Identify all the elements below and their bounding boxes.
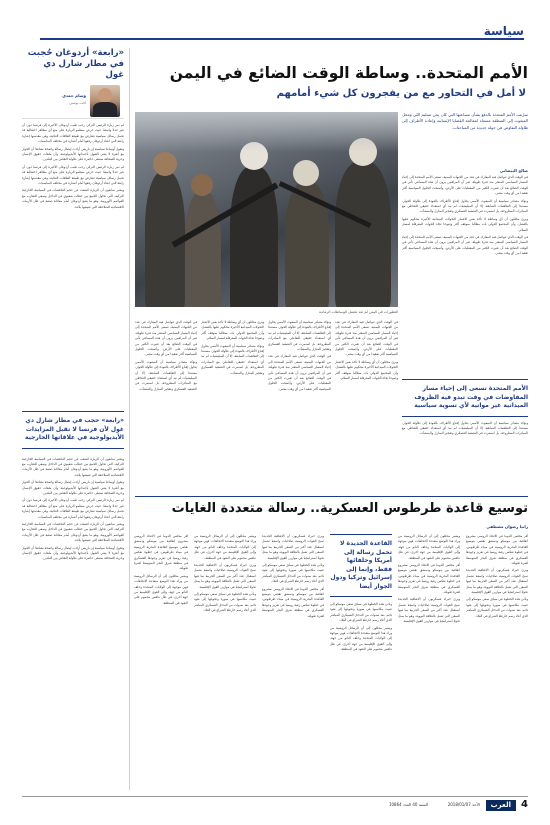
main-lead: سرّعت الأمم المتحدة بالدفع بشأن مساعيها التي كان يحن تسليم اللي ومحل المبعوث إلى المنطقة مسعاه لمعالجة القضايا الإنسانية وإعادة الأطراف إلى طاولة التفاوض في جولة جديدة من المباحثات. bbox=[402, 112, 528, 130]
second-author: رانيا رضوان مصطفى bbox=[486, 524, 528, 529]
issue-number: السنة 40 العدد 10864 bbox=[388, 802, 428, 807]
second-pull-quote: القاعدة الجديدة لا تحمل رسالة إلى أمريكا وحلفائها فقط، وإنما إلى إسرائيل وتركيا ودول الجوار أيضا bbox=[330, 534, 392, 597]
page-number: 4 bbox=[521, 799, 528, 810]
opinion-headline: «رابعة» أردوغان حُجبت في مطار شارل دي غول bbox=[27, 48, 124, 80]
newspaper-logo: العرب bbox=[486, 800, 516, 811]
second-headline: توسيع قاعدة طرطوس العسكرية.. رسالة متعددة الغايات bbox=[171, 501, 528, 516]
opinion-body: لم تمر زيارة الرئيس التركي رجب طيب أردوغان الأخيرة إلى فرنسا دون أن تثير جدلا واسعا، حيث حرص منظمو الزيارة على منع أي مظاهر احتفالية قد تحمل رسائل سياسية تتعارض مع طبيعة العلاقات الثنائية، وفي مقدمتها إشارة رابعة التي اعتاد أردوغان رفعها أمام أنصاره في مختلف المناسبات. وتقول أوساط سياسية إن باريس أرادت إيصال رسالة واضحة مفادها أن الحوار مع أنقرة لا يعني القبول بأجنداتها الأيديولوجية، وأن ملفات حقوق الإنسان وحرية الصحافة ستبقى حاضرة على طاولة النقاش بين البلدين. لم تمر زيارة الرئيس التركي رجب طيب أردوغان الأخيرة إلى فرنسا دون أن تثير جدلا واسعا، حيث حرص منظمو الزيارة على منع أي مظاهر احتفالية قد تحمل رسائل سياسية تتعارض مع طبيعة العلاقات الثنائية، وفي مقدمتها إشارة رابعة التي اعتاد أردوغان رفعها أمام أنصاره في مختلف المناسبات. ويعتبر متابعون أن الزيارة كشفت عن حجم التناقضات في السياسة الخارجية التركية، التي تحاول الجمع بين خطاب شعبوي في الداخل وسعي للتقارب مع العواصم الأوروبية، وهو ما يضع أردوغان أمام معادلة صعبة في ظل الأزمات الاقتصادية المتلاحقة التي تعيشها بلاده. bbox=[22, 123, 124, 209]
opinion-author-role: كاتب تونسي bbox=[69, 101, 86, 105]
main-subheadline: لا أمل في التحاور مع من يفجرون كل شيء أمامهم bbox=[276, 88, 526, 99]
story-divider bbox=[135, 496, 528, 497]
second-story-middle: القاعدة الجديدة لا تحمل رسالة إلى أمريكا وحلفائها فقط، وإنما إلى إسرائيل وتركيا ودول الجوار أيضا وتأتي هذه الخطوة في سياق سعي موسكو إلى تثبيت مكاسبها في سوريا وتحويلها إلى نفوذ دائم، بعد سنوات من التدخل العسكري المباشر الذي أعاد رسم خارطة الصراع في البلاد. ويشير محللون إلى أن الرسائل الروسية من وراء هذا التوسع متعددة الاتجاهات، فهي موجهة إلى الولايات المتحدة وحلف الناتو من جهة، وإلى القوى الإقليمية من جهة أخرى، في ظل تنافس محموم على النفوذ في المنطقة. bbox=[330, 534, 392, 790]
second-body-col-2: ويشير محللون إلى أن الرسائل الروسية من وراء هذا التوسع متعددة الاتجاهات، فهي موجهة إلى الولايات المتحدة وحلف الناتو من جهة، وإلى القوى الإقليمية من جهة أخرى، في ظل تنافس محموم على النفوذ في المنطقة. أقر مجلس الدوما في الاتحاد الروسي مشروع اتفاقية بين موسكو ودمشق تقضي بتوسيع القاعدة البحرية الروسية في ميناء طرطوس، في خطوة تعكس رغبة روسيا في تعزيز وجودها العسكري في منطقة شرق البحر المتوسط لفترة طويلة. ويرى خبراء عسكريون أن الاتفاقية الجديدة تمنح القوات الروسية صلاحيات واسعة تشمل استقبال عدد أكبر من السفن الحربية بما فيها السفن التي تعمل بالطاقة النووية، وهو ما يمثل تحولا استراتيجيا في موازين القوى الإقليمية. bbox=[398, 534, 460, 624]
main-pull-quote: الأمم المتحدة تسعى إلى إحياء مسار المفاوضات في وقت تبدو فيه الظروف الميدانية غير مواتية لأي تسوية سياسية bbox=[402, 379, 528, 417]
author-avatar bbox=[90, 85, 120, 117]
main-body-right: في الوقت الذي تتواصل فيه المعارك في عدد من الجبهات اليمنية، تسعى الأمم المتحدة إلى إحياء المسار السياسي المتعثر منذ فترة طويلة، غير أن المراقبين يرون أن هذه المساعي تأتي في الوقت الضائع بعد أن تغيرت الكثير من المعطيات على الأرض، وأصبحت الحلول السياسية أكثر تعقيدا من أي وقت مضى. وتؤكد مصادر سياسية أن المبعوث الأممي يحاول إقناع الأطراف بالعودة إلى طاولة الحوار، مستندا إلى التفاهمات السابقة، إلا أن الميليشيات لم تبد أي استعداد حقيقي للتعاطي مع المبادرات المطروحة، بل استمرت في التصعيد العسكري وتفجير المنازل والمنشآت. ويرى محللون أن أي وساطة لا تأخذ بعين الاعتبار التحولات الميدانية الأخيرة محكوم عليها بالفشل، وأن المجتمع الدولي بات مطالبا بموقف أكثر وضوحا تجاه الجهات المعرقلة لمسار السلام. في الوقت الذي تتواصل فيه المعارك في عدد من الجبهات اليمنية، تسعى الأمم المتحدة إلى إحياء المسار السياسي المتعثر منذ فترة طويلة، غير أن المراقبين يرون أن هذه المساعي تأتي في الوقت الضائع بعد أن تغيرت الكثير من المعطيات على الأرض، وأصبحت الحلول السياسية أكثر تعقيدا من أي وقت مضى. bbox=[402, 175, 528, 256]
opinion-body-continued: ويعتبر متابعون أن الزيارة كشفت عن حجم التناقضات في السياسة الخارجية التركية، التي تحاول الجمع بين خطاب شعبوي في الداخل وسعي للتقارب مع العواصم الأوروبية، وهو ما يضع أردوغان أمام معادلة صعبة في ظل الأزمات الاقتصادية المتلاحقة التي تعيشها بلاده. وتقول أوساط سياسية إن باريس أرادت إيصال رسالة واضحة مفادها أن الحوار مع أنقرة لا يعني القبول بأجنداتها الأيديولوجية، وأن ملفات حقوق الإنسان وحرية الصحافة ستبقى حاضرة على طاولة النقاش بين البلدين. لم تمر زيارة الرئيس التركي رجب طيب أردوغان الأخيرة إلى فرنسا دون أن تثير جدلا واسعا، حيث حرص منظمو الزيارة على منع أي مظاهر احتفالية قد تحمل رسائل سياسية تتعارض مع طبيعة العلاقات الثنائية، وفي مقدمتها إشارة رابعة التي اعتاد أردوغان رفعها أمام أنصاره في مختلف المناسبات. ويعتبر متابعون أن الزيارة كشفت عن حجم التناقضات في السياسة الخارجية التركية، التي تحاول الجمع بين خطاب شعبوي في الداخل وسعي للتقارب مع العواصم الأوروبية، وهو ما يضع أردوغان أمام معادلة صعبة في ظل الأزمات الاقتصادية المتلاحقة التي تعيشها بلاده. وتقول أوساط سياسية إن باريس أرادت إيصال رسالة واضحة مفادها أن الحوار مع أنقرة لا يعني القبول بأجنداتها الأيديولوجية، وأن ملفات حقوق الإنسان وحرية الصحافة ستبقى حاضرة على طاولة النقاش بين البلدين. bbox=[22, 456, 124, 561]
section-title: سياسة bbox=[483, 24, 524, 38]
main-author: صالح البيضاني bbox=[499, 168, 528, 173]
main-body-col-3: في الوقت الذي تتواصل فيه المعارك في عدد من الجبهات اليمنية، تسعى الأمم المتحدة إلى إحياء المسار السياسي المتعثر منذ فترة طويلة، غير أن المراقبين يرون أن هذه المساعي تأتي في الوقت الضائع بعد أن تغيرت الكثير من المعطيات على الأرض، وأصبحت الحلول السياسية أكثر تعقيدا من أي وقت مضى. ويرى محللون أن أي وساطة لا تأخذ بعين الاعتبار التحولات الميدانية الأخيرة محكوم عليها بالفشل، وأن المجتمع الدولي بات مطالبا بموقف أكثر وضوحا تجاه الجهات المعرقلة لمسار السلام. bbox=[335, 320, 398, 381]
page-footer bbox=[22, 796, 528, 814]
main-story-right-column bbox=[402, 112, 528, 492]
issue-date: الأحد 2018/01/07 bbox=[447, 802, 480, 807]
photo-caption: التطورات في اليمن لم تعد تحتمل الوساطات الرمادية bbox=[318, 310, 398, 314]
second-body-col-5: ويشير محللون إلى أن الرسائل الروسية من وراء هذا التوسع متعددة الاتجاهات، فهي موجهة إلى الولايات المتحدة وحلف الناتو من جهة، وإلى القوى الإقليمية من جهة أخرى، في ظل تنافس محموم على النفوذ في المنطقة. ويرى خبراء عسكريون أن الاتفاقية الجديدة تمنح القوات الروسية صلاحيات واسعة تشمل استقبال عدد أكبر من السفن الحربية بما فيها السفن التي تعمل بالطاقة النووية، وهو ما يمثل تحولا استراتيجيا في موازين القوى الإقليمية. وتأتي هذه الخطوة في سياق سعي موسكو إلى تثبيت مكاسبها في سوريا وتحويلها إلى نفوذ دائم، بعد سنوات من التدخل العسكري المباشر الذي أعاد رسم خارطة الصراع في البلاد. bbox=[194, 534, 256, 613]
opinion-column bbox=[22, 48, 124, 790]
section-header bbox=[40, 22, 524, 40]
second-body-col-6: أقر مجلس الدوما في الاتحاد الروسي مشروع اتفاقية بين موسكو ودمشق تقضي بتوسيع القاعدة البحرية الروسية في ميناء طرطوس، في خطوة تعكس رغبة روسيا في تعزيز وجودها العسكري في منطقة شرق البحر المتوسط لفترة طويلة. ويشير محللون إلى أن الرسائل الروسية من وراء هذا التوسع متعددة الاتجاهات، فهي موجهة إلى الولايات المتحدة وحلف الناتو من جهة، وإلى القوى الإقليمية من جهة أخرى، في ظل تنافس محموم على النفوذ في المنطقة. bbox=[134, 534, 188, 605]
main-headline: الأمم المتحدة.. وساطة الوقت الضائع في اليمن bbox=[169, 64, 528, 82]
main-body-right-continued: وتؤكد مصادر سياسية أن المبعوث الأممي يحاول إقناع الأطراف بالعودة إلى طاولة الحوار، مستندا إلى التفاهمات السابقة، إلا أن الميليشيات لم تبد أي استعداد حقيقي للتعاطي مع المبادرات المطروحة، بل استمرت في التصعيد العسكري وتفجير المنازل والمنشآت. bbox=[402, 420, 528, 436]
opinion-pull-quote: «رابعة» حجب في مطار شارل دي غول لأن فرنسا لا تقبل المزايدات الأيديولوجية في علاقاتها الخارجية bbox=[22, 411, 124, 449]
main-body-col-4: وتؤكد مصادر سياسية أن المبعوث الأممي يحاول إقناع الأطراف بالعودة إلى طاولة الحوار، مستندا إلى التفاهمات السابقة، إلا أن الميليشيات لم تبد أي استعداد حقيقي للتعاطي مع المبادرات المطروحة، بل استمرت في التصعيد العسكري وتفجير المنازل والمنشآت. في الوقت الذي تتواصل فيه المعارك في عدد من الجبهات اليمنية، تسعى الأمم المتحدة إلى إحياء المسار السياسي المتعثر منذ فترة طويلة، غير أن المراقبين يرون أن هذه المساعي تأتي في الوقت الضائع بعد أن تغيرت الكثير من المعطيات على الأرض، وأصبحت الحلول السياسية أكثر تعقيدا من أي وقت مضى. bbox=[268, 320, 331, 391]
main-body-col-6: في الوقت الذي تتواصل فيه المعارك في عدد من الجبهات اليمنية، تسعى الأمم المتحدة إلى إحياء المسار السياسي المتعثر منذ فترة طويلة، غير أن المراقبين يرون أن هذه المساعي تأتي في الوقت الضائع بعد أن تغيرت الكثير من المعطيات على الأرض، وأصبحت الحلول السياسية أكثر تعقيدا من أي وقت مضى. وتؤكد مصادر سياسية أن المبعوث الأممي يحاول إقناع الأطراف بالعودة إلى طاولة الحوار، مستندا إلى التفاهمات السابقة، إلا أن الميليشيات لم تبد أي استعداد حقيقي للتعاطي مع المبادرات المطروحة، بل استمرت في التصعيد العسكري وتفجير المنازل والمنشآت. bbox=[135, 320, 197, 391]
opinion-author: وسام حمدي bbox=[62, 93, 86, 98]
main-body-col-5: ويرى محللون أن أي وساطة لا تأخذ بعين الاعتبار التحولات الميدانية الأخيرة محكوم عليها بالفشل، وأن المجتمع الدولي بات مطالبا بموقف أكثر وضوحا تجاه الجهات المعرقلة لمسار السلام. وتؤكد مصادر سياسية أن المبعوث الأممي يحاول إقناع الأطراف بالعودة إلى طاولة الحوار، مستندا إلى التفاهمات السابقة، إلا أن الميليشيات لم تبد أي استعداد حقيقي للتعاطي مع المبادرات المطروحة، بل استمرت في التصعيد العسكري وتفجير المنازل والمنشآت. bbox=[201, 320, 264, 375]
column-divider bbox=[129, 48, 130, 790]
second-body-col-4: ويرى خبراء عسكريون أن الاتفاقية الجديدة تمنح القوات الروسية صلاحيات واسعة تشمل استقبال عدد أكبر من السفن الحربية بما فيها السفن التي تعمل بالطاقة النووية، وهو ما يمثل تحولا استراتيجيا في موازين القوى الإقليمية. وتأتي هذه الخطوة في سياق سعي موسكو إلى تثبيت مكاسبها في سوريا وتحويلها إلى نفوذ دائم، بعد سنوات من التدخل العسكري المباشر الذي أعاد رسم خارطة الصراع في البلاد. أقر مجلس الدوما في الاتحاد الروسي مشروع اتفاقية بين موسكو ودمشق تقضي بتوسيع القاعدة البحرية الروسية في ميناء طرطوس، في خطوة تعكس رغبة روسيا في تعزيز وجودها العسكري في منطقة شرق البحر المتوسط لفترة طويلة. bbox=[262, 534, 324, 618]
news-photo bbox=[135, 112, 398, 307]
second-body-col-1: أقر مجلس الدوما في الاتحاد الروسي مشروع اتفاقية بين موسكو ودمشق تقضي بتوسيع القاعدة البحرية الروسية في ميناء طرطوس، في خطوة تعكس رغبة روسيا في تعزيز وجودها العسكري في منطقة شرق البحر المتوسط لفترة طويلة. ويرى خبراء عسكريون أن الاتفاقية الجديدة تمنح القوات الروسية صلاحيات واسعة تشمل استقبال عدد أكبر من السفن الحربية بما فيها السفن التي تعمل بالطاقة النووية، وهو ما يمثل تحولا استراتيجيا في موازين القوى الإقليمية. وتأتي هذه الخطوة في سياق سعي موسكو إلى تثبيت مكاسبها في سوريا وتحويلها إلى نفوذ دائم، بعد سنوات من التدخل العسكري المباشر الذي أعاد رسم خارطة الصراع في البلاد. bbox=[466, 534, 528, 618]
